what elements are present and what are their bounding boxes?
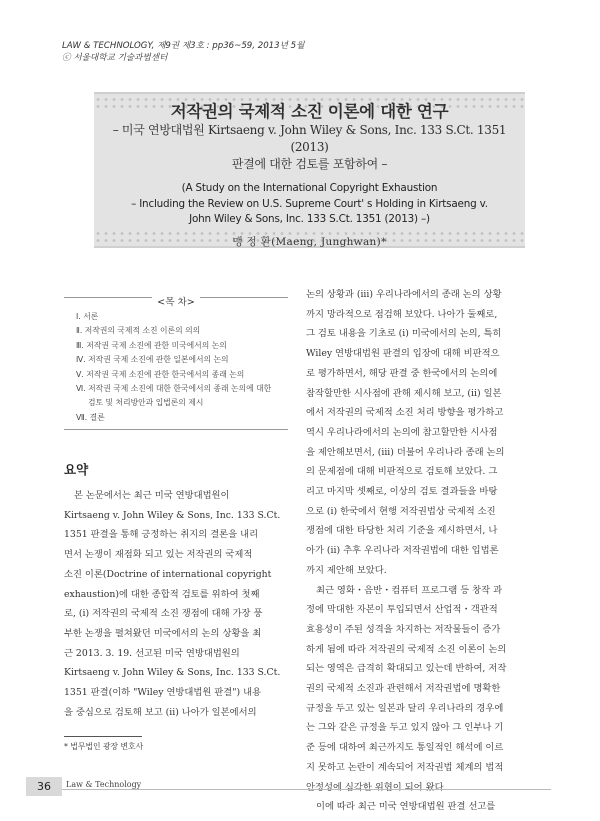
english-title-line-3: John Wiley & Sons, Inc. 133 S.Ct. 1351 (2013) –)	[189, 213, 430, 225]
footnote-rule	[64, 736, 142, 737]
abstract-line: 역시 우리나라에서의 논의에 참고할만한 시사점	[306, 426, 498, 438]
abstract-line: Kirtsaeng v. John Wiley & Sons, Inc. 133 S.Ct.	[64, 509, 281, 521]
abstract-line: 그 검토 내용을 기초로 (i) 미국에서의 논의, 특히	[306, 328, 502, 340]
abstract-line: 을 제안해보면서, (iii) 더불어 우리나라 종래 논의	[306, 446, 505, 458]
abstract-line: 아가 (ii) 추후 우리나라 저작권법에 대한 입법론	[306, 545, 499, 557]
abstract-line: Wiley 연방대법원 판결의 입장에 대해 비판적으	[306, 348, 500, 360]
abstract-line: 권의 국제적 소진과 관련해서 저작권법에 명확한	[306, 683, 501, 695]
abstract-line: 에서 저작권의 국제적 소진 처리 방향을 평가하고	[306, 407, 504, 419]
abstract-line: 본 논문에서는 최근 미국 연방대법원이	[74, 490, 230, 501]
abstract-line: 까지 제안해 보았다.	[306, 564, 387, 576]
footnote: * 법무법인 광장 변호사	[64, 742, 144, 751]
abstract-line: 하게 됨에 따라 저작권의 국제적 소진 이론이 논의	[306, 643, 507, 655]
page-number: 36	[26, 777, 62, 796]
abstract-line: 준 등에 대하여 최근까지도 통일적인 해석에 이르	[306, 742, 504, 754]
abstract-line: 1351 판결을 통해 긍정하는 취지의 결론을 내리	[64, 529, 259, 541]
abstract-line: 의 문제점에 대해 비판적으로 검토해 보았다. 그	[306, 466, 498, 478]
abstract-line: 효용성이 주된 성격을 차지하는 저작물들이 증가	[306, 623, 501, 635]
abstract-line: 참작할만한 시사점에 관해 제시해 보고, (ii) 일본	[306, 387, 502, 399]
author: 맹 정 환(Maeng, Junghwan)*	[232, 235, 387, 248]
korean-title: 저작권의 국제적 소진 이론에 대한 연구	[170, 102, 449, 121]
abstract-right-column	[306, 285, 546, 817]
toc-item: 검토 및 처리방안과 입법론의 제시	[88, 398, 204, 408]
abstract-left-column	[64, 486, 286, 722]
abstract-line: 쟁점에 대한 타당한 처리 기준을 제시하면서, 나	[306, 525, 498, 537]
abstract-line: 는 그와 같은 규정을 두고 있지 않아 그 인부나 기	[306, 722, 504, 734]
abstract-line: 리고 마지막 셋째로, 이상의 검토 결과들을 바탕	[306, 486, 498, 498]
abstract-line: 소진 이론(Doctrine of international copyright	[64, 568, 272, 580]
abstract-line: 근 2013. 3. 19. 선고된 미국 연방대법원의	[64, 647, 240, 659]
abstract-line: 으로 (i) 한국에서 현행 저작권법상 국제적 소진	[306, 505, 496, 517]
english-title-line-1: (A Study on the International Copyright Exhaustion	[181, 182, 438, 194]
abstract-heading: 요약	[64, 462, 89, 477]
toc-item: Ⅶ. 결론	[76, 412, 105, 422]
abstract-line: 면서 논쟁이 재점화 되고 있는 저작권의 국제적	[64, 549, 253, 561]
toc-item: Ⅵ. 저작권 국제 소진에 대한 한국에서의 종래 논의에 대한	[76, 384, 272, 394]
toc-bottom-rule	[64, 429, 288, 430]
abstract-line: 되는 영역은 급격히 확대되고 있는데 반하여, 저작	[306, 663, 507, 675]
abstract-line: 1351 판결(이하 "Wiley 연방대법원 판결") 내용	[64, 687, 262, 699]
journal-header	[62, 40, 304, 64]
toc-item: Ⅱ. 저작권의 국제적 소진 이론의 의의	[76, 326, 201, 336]
footer-journal-name: Law & Technology	[66, 780, 142, 789]
abstract-line: 규정을 두고 있는 일본과 달리 우리나라의 경우에	[306, 702, 504, 714]
publisher-line: ⓒ 서울대학교 기술과법센터	[62, 53, 168, 63]
toc-item: Ⅲ. 저작권 국제 소진에 관한 미국에서의 논의	[76, 340, 227, 350]
abstract-line: 지 못하고 논란이 계속되어 저작권법 체계의 법적	[306, 761, 504, 773]
toc-item: Ⅳ. 저작권 국제 소진에 관한 일본에서의 논의	[76, 355, 229, 365]
abstract-line: 정에 막대한 자본이 투입되면서 산업적・객관적	[306, 604, 498, 616]
abstract-line: 을 중심으로 검토해 보고 (ii) 나아가 일본에서의	[64, 706, 257, 718]
toc-list	[76, 310, 288, 425]
toc-item: Ⅴ. 저작권 국제 소진에 관한 한국에서의 종래 논의	[76, 369, 245, 379]
abstract-line: 최근 영화・음반・컴퓨터 프로그램 등 창작 과	[316, 584, 503, 596]
toc-heading-label: <목 차>	[152, 297, 200, 308]
journal-citation: LAW & TECHNOLOGY, 제9권 제3호 : pp36~59, 2013년 5월	[62, 41, 305, 51]
title-block	[94, 101, 525, 249]
table-of-contents	[64, 290, 288, 430]
toc-heading	[64, 290, 288, 308]
abstract-line: Kirtsaeng v. John Wiley & Sons, Inc. 133 S.Ct.	[64, 667, 281, 679]
abstract-line: exhaustion)에 대한 종합적 검토를 위하여 첫째	[64, 588, 260, 600]
abstract-line: 까지 망라적으로 점검해 보았다. 나아가 둘째로,	[306, 308, 498, 320]
korean-subtitle-line-1: – 미국 연방대법원 Kirtsaeng v. John Wiley & Sons, Inc. 133 S.Ct. 1351 (2013)	[112, 123, 507, 154]
korean-subtitle-line-2: 판결에 대한 검토를 포함하여 –	[231, 157, 388, 171]
abstract-line: 이에 따라 최근 미국 연방대법원 판결 선고를	[316, 801, 496, 813]
english-title-line-2: – Including the Review on U.S. Supreme Court' s Holding in Kirtsaeng v.	[131, 197, 488, 210]
abstract-line: 로 평가하면서, 해당 판결 중 한국에서의 논의에	[306, 367, 498, 379]
abstract-line: 부한 논쟁을 펼쳐왔던 미국에서의 논의 상황을 최	[64, 627, 262, 639]
abstract-line: 로, (i) 저작권의 국제적 소진 쟁점에 대해 가장 풍	[64, 608, 263, 620]
abstract-line: 안정성에 심각한 위협이 되어 왔다.	[306, 781, 447, 793]
footer-rule	[26, 789, 551, 790]
toc-item: Ⅰ. 서론	[76, 312, 99, 321]
abstract-line: 논의 상황과 (iii) 우리나라에서의 종래 논의 상황	[306, 289, 502, 300]
